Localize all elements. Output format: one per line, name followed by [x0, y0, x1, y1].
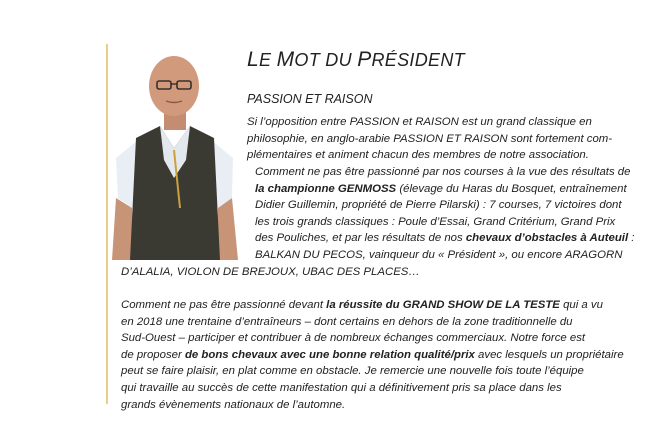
text-line: qui travaille au succès de cette manifestation qui a définitivement pris sa place dans les	[121, 381, 562, 394]
paragraph-results-continued: D’ALALIA, VIOLON DE BREJOUX, UBAC DES PLACES…	[121, 266, 420, 278]
text-line: BALKAN DU PECOS, vainqueur du « Président », ou encore ARAGORN	[255, 248, 623, 261]
paragraph-grand-show	[121, 297, 624, 413]
highlight-grand-show: la réussite du GRAND SHOW DE LA TESTE	[326, 299, 560, 311]
text-line: des Pouliches, et par les résultats de nos chevaux d’obstacles à Auteuil :	[255, 232, 635, 245]
text-line: de proposer de bons chevaux avec une bonne relation qualité/prix avec lesquels un propriétaire	[121, 348, 624, 361]
text-line: Si l’opposition entre PASSION et RAISON est un grand classique en	[247, 116, 592, 128]
text-line: peut se faire plaisir, en plat comme en obstacle. Je remercie une nouvelle fois toute l’équipe	[121, 365, 584, 378]
text-line: la championne GENMOSS (élevage du Haras du Bosquet, entraînement	[255, 182, 627, 195]
paragraph-intro	[247, 114, 612, 164]
text-line: Didier Guillemin, propriété de Pierre Pilarski) : 7 courses, 7 victoires dont	[255, 199, 622, 212]
highlight-quality-price: de bons chevaux avec une bonne relation qualité/prix	[184, 348, 475, 361]
text-line: les trois grands classiques : Poule d’Essai, Grand Critérium, Grand Prix	[255, 215, 616, 228]
highlight-genmoss: la championne GENMOSS	[255, 182, 397, 195]
text-line: Sud-Ouest – participer et contribuer à de nombreux échanges commerciaux. Notre force est	[121, 332, 586, 345]
page-title: LE MOT DU PRÉSIDENT	[247, 48, 465, 71]
text-line: plémentaires et animent chacun des membres de notre association.	[247, 149, 589, 162]
highlight-auteuil: chevaux d’obstacles à Auteuil	[465, 232, 629, 245]
paragraph-results	[255, 164, 634, 264]
text-line: Comment ne pas être passionné devant la réussite du GRAND SHOW DE LA TESTE qui a vu	[121, 299, 603, 311]
president-photo	[108, 48, 241, 260]
text-line: philosophie, en anglo-arabie PASSION ET RAISON sont fortement com-	[247, 132, 613, 145]
text-line: en 2018 une trentaine d’entraîneurs – dont certains en dehors de la zone traditionnelle du	[121, 315, 573, 328]
text-line: grands évènements nationaux de l’automne.	[121, 398, 346, 411]
section-subtitle: PASSION ET RAISON	[247, 92, 373, 106]
text-line: Comment ne pas être passionné par nos courses à la vue des résultats de	[255, 166, 631, 178]
